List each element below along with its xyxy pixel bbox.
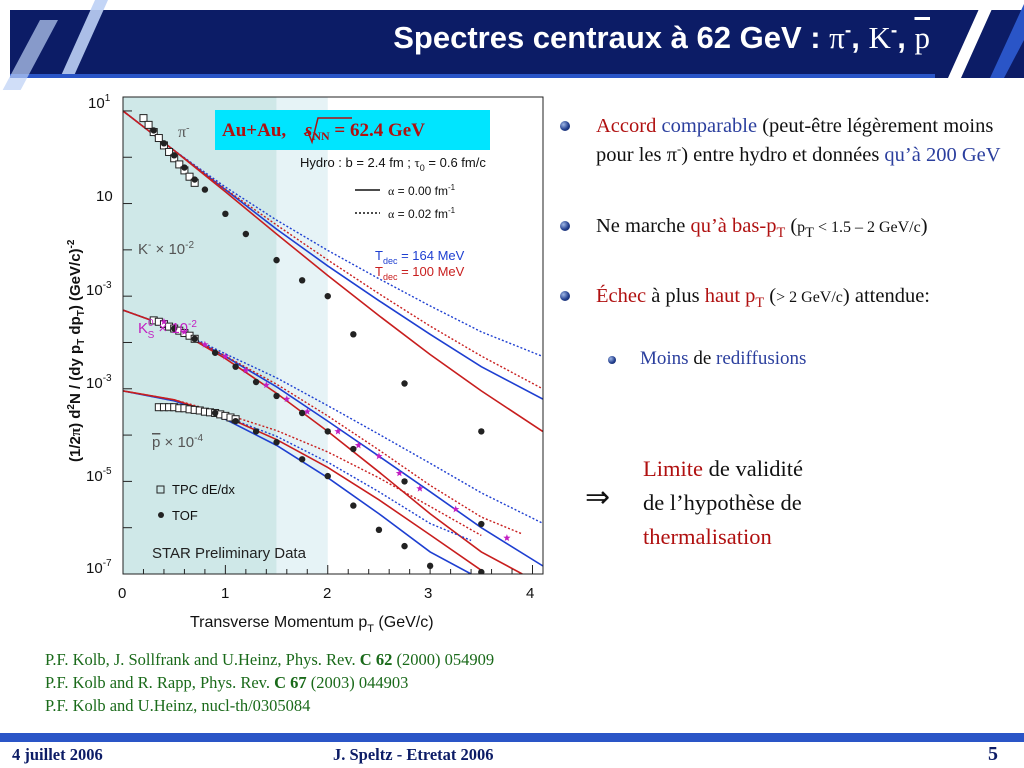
data-point-tof xyxy=(299,456,305,462)
bullet-item xyxy=(560,212,1005,242)
bullet-text-part: Échec xyxy=(596,285,647,307)
data-point-tof xyxy=(273,439,279,445)
data-point-tpc xyxy=(145,121,152,128)
data-point-tof xyxy=(325,293,331,299)
bullet-text-part: - xyxy=(676,142,682,157)
data-point-tof xyxy=(181,164,187,170)
data-point-tof xyxy=(350,331,356,337)
data-point-tof xyxy=(299,277,305,283)
reference-1: P.F. Kolb, J. Sollfrank and U.Heinz, Phys. Rev. C 62 (2000) 054909 xyxy=(45,650,495,669)
data-point-tof xyxy=(232,418,238,424)
data-point-k0s xyxy=(396,469,403,476)
data-point-tof xyxy=(401,478,407,484)
sub-bullet-a: Moins xyxy=(640,348,689,369)
data-point-tof xyxy=(273,393,279,399)
k-minus: - xyxy=(890,20,898,42)
pi-symbol: π xyxy=(829,20,845,55)
xtick-1: 1 xyxy=(221,585,230,602)
sub-bullet-b: de xyxy=(688,348,717,369)
implication-text xyxy=(643,452,903,554)
pbar-symbol: $\overline{p}$ xyxy=(914,20,930,55)
xtick-4: 4 xyxy=(526,585,535,602)
bullet-text-part: comparable xyxy=(661,115,758,137)
data-point-tof xyxy=(151,127,157,133)
slide-title xyxy=(150,20,930,56)
data-point-tof xyxy=(212,350,218,356)
bullet-text-part: T xyxy=(776,225,786,242)
xtick-3: 3 xyxy=(424,585,433,602)
reference-2: P.F. Kolb and R. Rapp, Phys. Rev. C 67 (2003) 044903 xyxy=(45,673,409,692)
implication-validite: de validité xyxy=(703,456,803,481)
y-axis-label: (1/2π) $d^2N / (dy$ $p_T$ $dp_T$) $(GeV/c)^{-2}$ xyxy=(66,239,87,462)
data-point-tof xyxy=(222,211,228,217)
title-text: Spectres centraux à 62 GeV : xyxy=(393,20,830,55)
data-point-tof xyxy=(253,379,259,385)
bullet-text-part: qu’à 200 GeV xyxy=(884,144,1001,166)
data-point-tof xyxy=(191,336,197,342)
data-point-tof xyxy=(273,257,279,263)
bullet-text-part: p xyxy=(797,219,806,236)
bullet-text-part: T xyxy=(805,225,814,242)
data-point-tof xyxy=(253,428,259,434)
bullet-text-part: T xyxy=(755,295,765,312)
data-point-tof xyxy=(325,428,331,434)
pi-minus: - xyxy=(844,20,852,42)
footer-author: J. Speltz - Etretat 2006 xyxy=(333,745,494,764)
bullet-text-part: < 1.5 – 2 GeV/c xyxy=(813,219,921,236)
footer-bar-thin xyxy=(0,741,1024,742)
title-sep: , xyxy=(897,20,915,55)
bullet-item xyxy=(560,112,1005,170)
bullet-text-part: > 2 GeV/c xyxy=(776,289,843,306)
bullet-text-part: haut p xyxy=(704,285,756,307)
ytick-1e-5: $10^{-5}$ xyxy=(86,466,112,485)
spectra-chart xyxy=(60,92,555,640)
implication-limite: Limite xyxy=(643,456,703,481)
data-point-tof xyxy=(350,502,356,508)
tdec-100: $T_{dec} = 100$ MeV xyxy=(375,264,465,282)
data-point-tof xyxy=(232,363,238,369)
implication-line3: thermalisation xyxy=(643,524,772,549)
footer-date: 4 juillet 2006 xyxy=(12,745,103,764)
bullet-text-part: ( xyxy=(785,215,798,237)
ytick-1e3: $10^1$ xyxy=(88,93,111,112)
bullet-dot xyxy=(560,221,570,231)
data-point-k0s xyxy=(334,428,341,435)
ytick-1e1: 10 xyxy=(96,188,113,205)
bullet-dot xyxy=(560,291,570,301)
data-point-tof xyxy=(212,410,218,416)
sub-bullet-dot xyxy=(608,356,616,364)
data-point-tpc xyxy=(155,135,162,142)
implication-line2: de l’hypothèse de xyxy=(643,490,802,515)
k-symbol: K xyxy=(868,20,891,55)
xtick-2: 2 xyxy=(323,585,332,602)
data-point-tof xyxy=(478,521,484,527)
legend-tpc: TPC dE/dx xyxy=(172,482,235,497)
ytick-1e-7: $10^{-7}$ xyxy=(86,558,112,577)
label-pi: π- xyxy=(178,123,190,141)
legend-alpha-0: α = 0.00 $fm^{-1}$ xyxy=(388,183,456,198)
bullet-text-part: ( xyxy=(764,285,777,307)
bullet-dot xyxy=(560,121,570,131)
data-point-tof xyxy=(191,176,197,182)
x-axis-label: Transverse Momentum $p_T$ (GeV/c) xyxy=(190,614,434,635)
implication-arrow: ⇒ xyxy=(585,481,611,514)
bullet-text-part: Accord xyxy=(596,115,662,137)
bullet-text-part: qu’à bas-p xyxy=(690,215,777,237)
data-point-tof xyxy=(325,473,331,479)
tdec-164: $T_{dec} = 164$ MeV xyxy=(375,248,465,266)
footer-bar xyxy=(0,733,1024,741)
data-point-tof xyxy=(171,152,177,158)
legend-tof: TOF xyxy=(172,508,198,523)
bullet-text-part: Ne marche xyxy=(596,215,691,237)
legend-filled-circle xyxy=(158,512,164,518)
hydro-params: Hydro : b = 2.4 fm ; $\tau_0 = 0.6$ fm/c xyxy=(300,155,486,173)
ytick-1e-1: $10^{-3}$ xyxy=(86,280,112,299)
label-pbar: $p \times 10^{-4}$ xyxy=(152,433,204,451)
data-point-tof xyxy=(202,186,208,192)
title-sep: , xyxy=(851,20,869,55)
bullet-text-part: ) attendue: xyxy=(842,285,930,307)
bullet-text-part: à plus xyxy=(646,285,705,307)
data-point-tof xyxy=(243,231,249,237)
sub-bullet xyxy=(608,348,806,370)
data-point-tof xyxy=(401,380,407,386)
bullet-text-part: π xyxy=(666,144,677,166)
label-k: $K^- \times 10^{-2}$ xyxy=(138,240,195,258)
reference-3: P.F. Kolb and U.Heinz, nucl-th/0305084 xyxy=(45,696,311,715)
data-point-tof xyxy=(401,543,407,549)
sub-bullet-c: rediffusions xyxy=(716,348,807,369)
energy-box-label: Au+Au, $s_{NN} = 62.4$ GeV xyxy=(222,120,425,143)
data-point-tof xyxy=(478,428,484,434)
legend-alpha-1: α = 0.02 $fm^{-1}$ xyxy=(388,206,456,221)
bullet-text-part: ) xyxy=(920,215,928,237)
data-point-tof xyxy=(350,446,356,452)
bullet-text-part: ) entre hydro et données xyxy=(681,144,885,166)
bullet-text-part: (peut-être légèrement moins pour les xyxy=(596,115,994,166)
footer-page-number: 5 xyxy=(988,743,998,765)
preliminary-label: STAR Preliminary Data xyxy=(152,545,306,562)
label-k0s: $K^0$ $S \times 10^{-2}$ xyxy=(138,318,197,341)
data-point-tof xyxy=(376,527,382,533)
data-point-k0s xyxy=(503,534,510,541)
references xyxy=(45,648,665,717)
ytick-1e-3: $10^{-3}$ xyxy=(86,373,112,392)
bullet-item xyxy=(560,282,1005,312)
xtick-0: 0 xyxy=(118,585,127,602)
data-point-tpc xyxy=(140,115,147,122)
data-point-tof xyxy=(161,140,167,146)
